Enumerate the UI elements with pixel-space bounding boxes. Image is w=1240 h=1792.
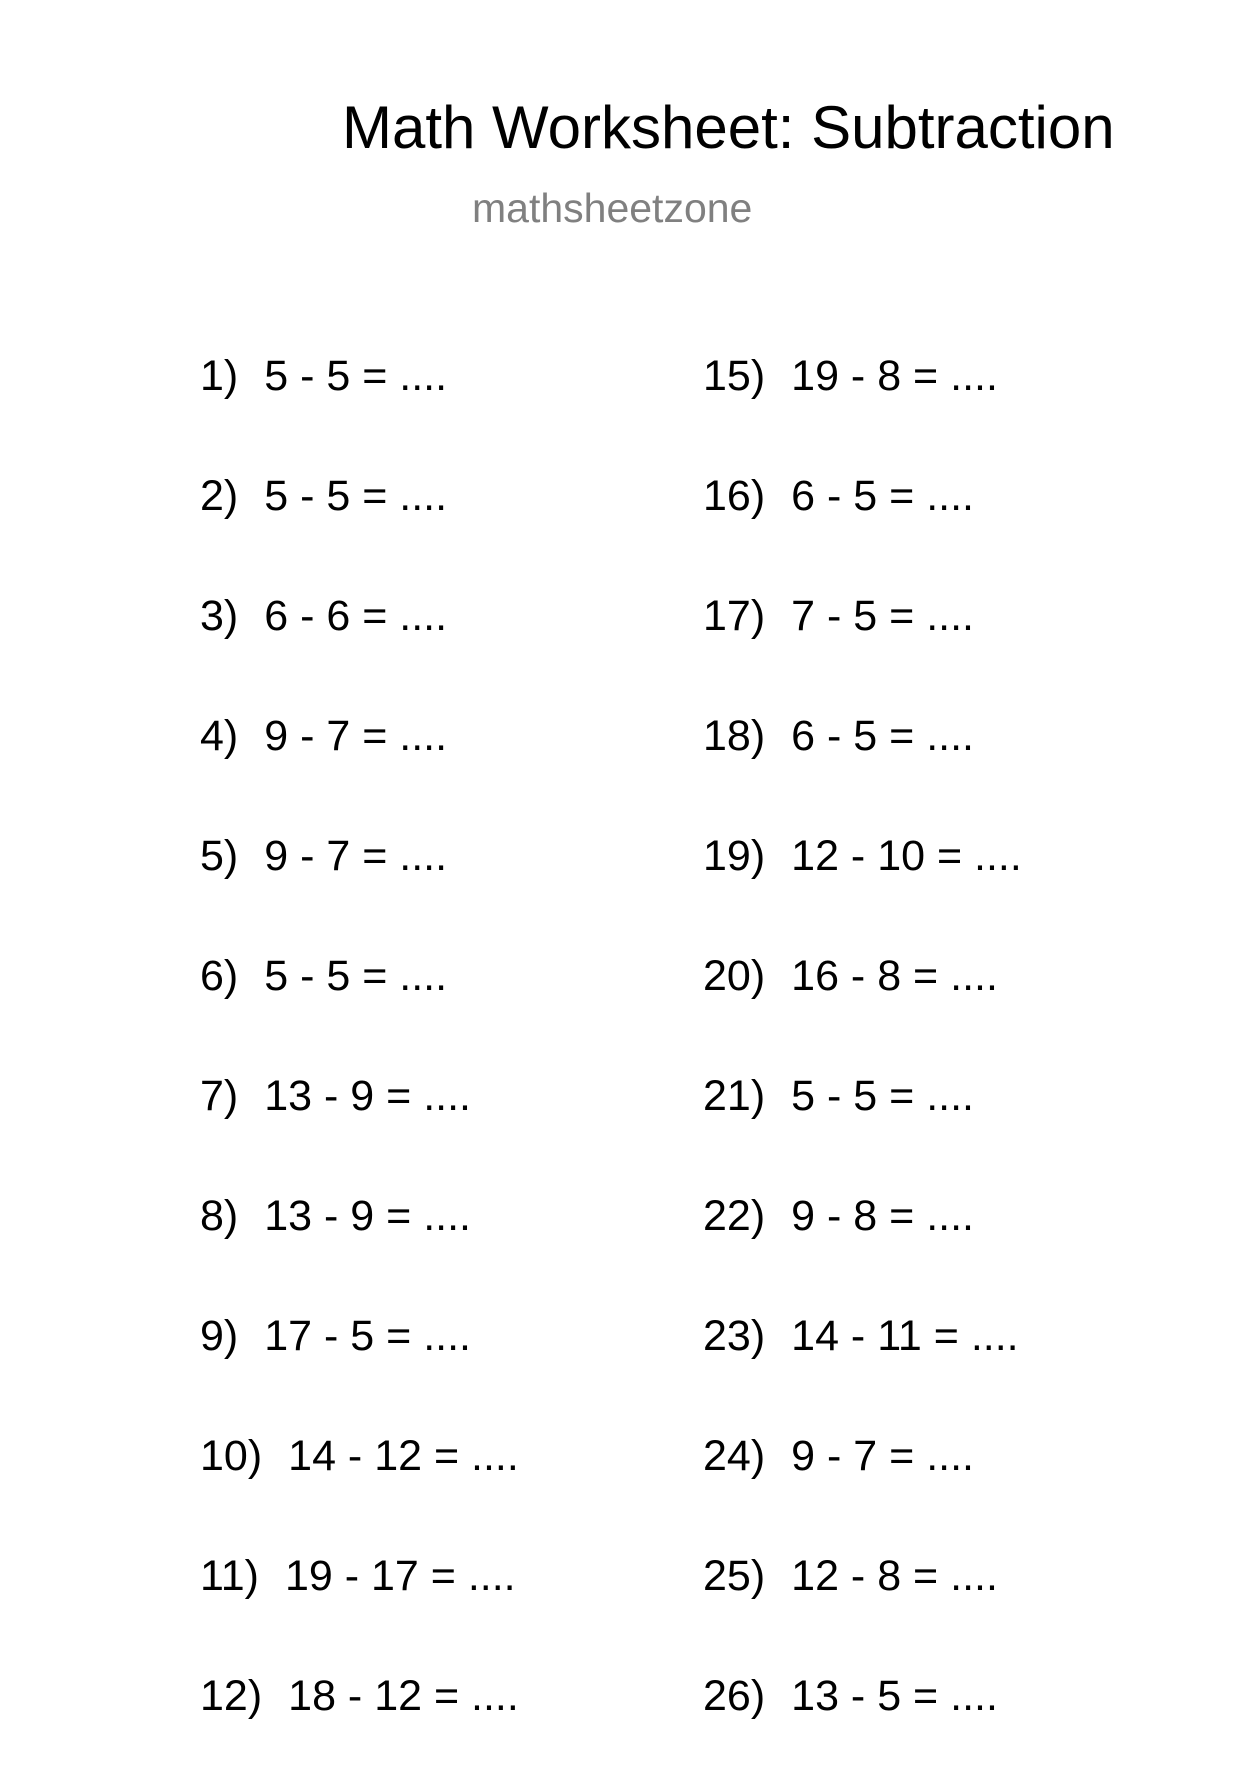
problem-expression: 9 - 7 = .... <box>791 1432 974 1480</box>
problem-expression: 12 - 8 = .... <box>791 1552 998 1600</box>
problem-number: 18) <box>703 712 766 760</box>
problem-number: 20) <box>703 952 766 1000</box>
problem-number: 1) <box>200 352 239 400</box>
problem-number: 10) <box>200 1432 263 1480</box>
problem-column-left <box>200 352 519 1792</box>
problem-item <box>200 712 519 832</box>
problem-number: 12) <box>200 1672 263 1720</box>
problem-expression: 6 - 6 = .... <box>264 592 448 640</box>
problem-expression: 6 - 5 = .... <box>791 712 974 760</box>
problem-expression: 9 - 7 = .... <box>264 712 448 760</box>
problem-item <box>703 592 1022 712</box>
problem-item <box>703 832 1022 952</box>
problem-item <box>703 1672 1022 1792</box>
problem-item <box>703 712 1022 832</box>
problem-number: 26) <box>703 1672 766 1720</box>
problem-item <box>200 1192 519 1312</box>
problem-item <box>703 1312 1022 1432</box>
problem-item <box>200 952 519 1072</box>
problem-number: 19) <box>703 832 766 880</box>
problem-item <box>703 952 1022 1072</box>
problem-item <box>200 1552 519 1672</box>
problem-number: 9) <box>200 1312 239 1360</box>
page-title: Math Worksheet: Subtraction <box>342 94 1115 161</box>
problem-item <box>200 592 519 712</box>
problem-number: 25) <box>703 1552 766 1600</box>
problem-column-right <box>703 352 1022 1792</box>
problem-item <box>200 1072 519 1192</box>
problem-expression: 5 - 5 = .... <box>264 472 448 520</box>
problem-item <box>200 1432 519 1552</box>
problem-item <box>200 832 519 952</box>
problem-item <box>200 472 519 592</box>
problem-item <box>200 1672 519 1792</box>
problem-expression: 14 - 12 = .... <box>288 1432 519 1480</box>
problem-expression: 5 - 5 = .... <box>264 352 448 400</box>
problem-expression: 19 - 17 = .... <box>284 1552 516 1600</box>
problem-expression: 14 - 11 = .... <box>791 1312 1019 1360</box>
problem-expression: 13 - 9 = .... <box>264 1072 471 1120</box>
problem-number: 6) <box>200 952 239 1000</box>
problem-expression: 6 - 5 = .... <box>791 472 974 520</box>
problem-item <box>703 472 1022 592</box>
problem-expression: 17 - 5 = .... <box>264 1312 471 1360</box>
problem-item <box>703 1192 1022 1312</box>
problem-item <box>200 1312 519 1432</box>
problem-expression: 9 - 7 = .... <box>264 832 448 880</box>
problem-number: 4) <box>200 712 239 760</box>
page-subtitle: mathsheetzone <box>472 185 753 231</box>
problem-number: 11) <box>200 1552 259 1600</box>
problem-expression: 16 - 8 = .... <box>791 952 998 1000</box>
problem-number: 8) <box>200 1192 239 1240</box>
problem-number: 22) <box>703 1192 766 1240</box>
problem-item <box>200 352 519 472</box>
problem-expression: 7 - 5 = .... <box>791 592 974 640</box>
problem-expression: 5 - 5 = .... <box>264 952 448 1000</box>
problem-number: 23) <box>703 1312 766 1360</box>
problem-number: 24) <box>703 1432 766 1480</box>
problem-expression: 12 - 10 = .... <box>791 832 1022 880</box>
problem-number: 21) <box>703 1072 766 1120</box>
problem-number: 16) <box>703 472 766 520</box>
problem-number: 17) <box>703 592 766 640</box>
problem-number: 2) <box>200 472 239 520</box>
problem-number: 5) <box>200 832 239 880</box>
problem-expression: 13 - 5 = .... <box>791 1672 998 1720</box>
problem-expression: 5 - 5 = .... <box>791 1072 974 1120</box>
problem-number: 15) <box>703 352 766 400</box>
problem-expression: 13 - 9 = .... <box>264 1192 471 1240</box>
problem-item <box>703 1432 1022 1552</box>
problem-item <box>703 352 1022 472</box>
problem-number: 7) <box>200 1072 239 1120</box>
problem-item <box>703 1552 1022 1672</box>
problem-expression: 19 - 8 = .... <box>791 352 998 400</box>
problem-expression: 18 - 12 = .... <box>288 1672 519 1720</box>
problem-item <box>703 1072 1022 1192</box>
problem-expression: 9 - 8 = .... <box>791 1192 974 1240</box>
problem-number: 3) <box>200 592 239 640</box>
